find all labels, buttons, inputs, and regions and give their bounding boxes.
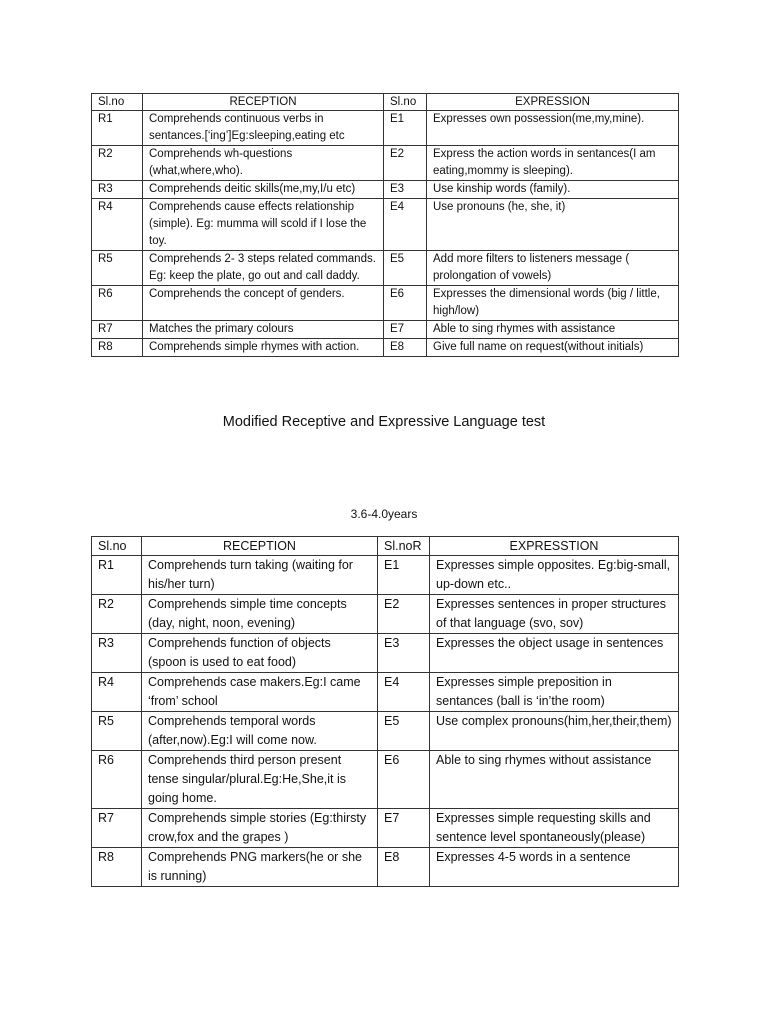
table-header-row xyxy=(92,537,679,556)
col-header-slno: Sl.no xyxy=(384,94,427,111)
row-reception-id: R3 xyxy=(92,634,142,673)
reception-skill: Comprehends simple stories (Eg:thirsty crow,fox and the grapes ) xyxy=(142,809,378,848)
reception-skill: Comprehends function of objects (spoon is used to eat food) xyxy=(142,634,378,673)
expression-skill: Expresses sentences in proper structures of that language (svo, sov) xyxy=(430,595,679,634)
row-expression-id: E1 xyxy=(378,556,430,595)
col-header-slno: Sl.no xyxy=(92,94,143,111)
expression-skill: Expresses simple preposition in sentances (ball is ‘in’the room) xyxy=(430,673,679,712)
table-row xyxy=(92,286,679,321)
table-row xyxy=(92,339,679,357)
col-header-reception: RECEPTION xyxy=(142,537,378,556)
expression-skill: Add more filters to listeners message ( prolongation of vowels) xyxy=(427,251,679,286)
expression-skill: Give full name on request(without initials) xyxy=(427,339,679,357)
table-header-row xyxy=(92,94,679,111)
table-row xyxy=(92,634,679,673)
table-row xyxy=(92,595,679,634)
expression-skill: Use pronouns (he, she, it) xyxy=(427,199,679,251)
row-expression-id: E2 xyxy=(378,595,430,634)
table-row xyxy=(92,848,679,887)
reception-skill: Comprehends wh-questions (what,where,who). xyxy=(143,146,384,181)
table-row xyxy=(92,146,679,181)
expression-skill: Use kinship words (family). xyxy=(427,181,679,199)
table-row xyxy=(92,251,679,286)
reception-skill: Matches the primary colours xyxy=(143,321,384,339)
expression-skill: Expresses the object usage in sentences xyxy=(430,634,679,673)
row-expression-id: E8 xyxy=(384,339,427,357)
row-expression-id: E8 xyxy=(378,848,430,887)
expression-skill: Expresses the dimensional words (big / little, high/low) xyxy=(427,286,679,321)
row-reception-id: R6 xyxy=(92,286,143,321)
expression-skill: Able to sing rhymes without assistance xyxy=(430,751,679,809)
row-reception-id: R5 xyxy=(92,251,143,286)
col-header-slno: Sl.no xyxy=(92,537,142,556)
row-reception-id: R1 xyxy=(92,111,143,146)
reception-skill: Comprehends case makers.Eg:I came ‘from’ school xyxy=(142,673,378,712)
expression-skill: Expresses simple requesting skills and sentence level spontaneously(please) xyxy=(430,809,679,848)
table-row xyxy=(92,181,679,199)
row-expression-id: E1 xyxy=(384,111,427,146)
row-expression-id: E2 xyxy=(384,146,427,181)
table-row xyxy=(92,199,679,251)
row-reception-id: R7 xyxy=(92,321,143,339)
col-header-expression: EXPRESSTION xyxy=(430,537,679,556)
row-reception-id: R6 xyxy=(92,751,142,809)
row-reception-id: R2 xyxy=(92,146,143,181)
table-caption: Modified Receptive and Expressive Language test xyxy=(222,414,546,430)
reception-skill: Comprehends turn taking (waiting for his/her turn) xyxy=(142,556,378,595)
reception-skill: Comprehends third person present tense singular/plural.Eg:He,She,it is going home. xyxy=(142,751,378,809)
row-expression-id: E6 xyxy=(378,751,430,809)
col-header-slnor: Sl.noR xyxy=(378,537,430,556)
row-expression-id: E3 xyxy=(378,634,430,673)
row-expression-id: E6 xyxy=(384,286,427,321)
row-reception-id: R4 xyxy=(92,199,143,251)
reception-skill: Comprehends PNG markers(he or she is running) xyxy=(142,848,378,887)
table-row xyxy=(92,751,679,809)
expression-skill: Expresses simple opposites. Eg:big-small, up-down etc.. xyxy=(430,556,679,595)
reception-skill: Comprehends temporal words (after,now).Eg:I will come now. xyxy=(142,712,378,751)
row-expression-id: E7 xyxy=(378,809,430,848)
table-row xyxy=(92,809,679,848)
row-expression-id: E4 xyxy=(384,199,427,251)
expression-skill: Expresses own possession(me,my,mine). xyxy=(427,111,679,146)
expression-skill: Expresses 4-5 words in a sentence xyxy=(430,848,679,887)
expression-skill: Use complex pronouns(him,her,their,them) xyxy=(430,712,679,751)
milestone-table-1 xyxy=(91,93,679,357)
reception-skill: Comprehends cause effects relationship (simple). Eg: mumma will scold if I lose the toy. xyxy=(143,199,384,251)
col-header-expression: EXPRESSION xyxy=(427,94,679,111)
expression-skill: Able to sing rhymes with assistance xyxy=(427,321,679,339)
row-reception-id: R5 xyxy=(92,712,142,751)
row-reception-id: R3 xyxy=(92,181,143,199)
table-row xyxy=(92,321,679,339)
row-expression-id: E5 xyxy=(384,251,427,286)
table-row xyxy=(92,111,679,146)
row-reception-id: R2 xyxy=(92,595,142,634)
table-row xyxy=(92,712,679,751)
row-expression-id: E3 xyxy=(384,181,427,199)
col-header-reception: RECEPTION xyxy=(143,94,384,111)
row-reception-id: R1 xyxy=(92,556,142,595)
table-row xyxy=(92,556,679,595)
row-expression-id: E5 xyxy=(378,712,430,751)
reception-skill: Comprehends the concept of genders. xyxy=(143,286,384,321)
milestone-table-2 xyxy=(91,536,679,887)
row-expression-id: E4 xyxy=(378,673,430,712)
reception-skill: Comprehends 2- 3 steps related commands. Eg: keep the plate, go out and call daddy. xyxy=(143,251,384,286)
row-reception-id: R8 xyxy=(92,848,142,887)
row-reception-id: R7 xyxy=(92,809,142,848)
reception-skill: Comprehends simple rhymes with action. xyxy=(143,339,384,357)
table-row xyxy=(92,673,679,712)
reception-skill: Comprehends continuous verbs in sentances.[‘ing’]Eg:sleeping,eating etc xyxy=(143,111,384,146)
age-range-label: 3.6-4.0years xyxy=(350,507,418,521)
expression-skill: Express the action words in sentances(I am eating,mommy is sleeping). xyxy=(427,146,679,181)
reception-skill: Comprehends deitic skills(me,my,I/u etc) xyxy=(143,181,384,199)
row-reception-id: R4 xyxy=(92,673,142,712)
row-expression-id: E7 xyxy=(384,321,427,339)
reception-skill: Comprehends simple time concepts (day, night, noon, evening) xyxy=(142,595,378,634)
row-reception-id: R8 xyxy=(92,339,143,357)
